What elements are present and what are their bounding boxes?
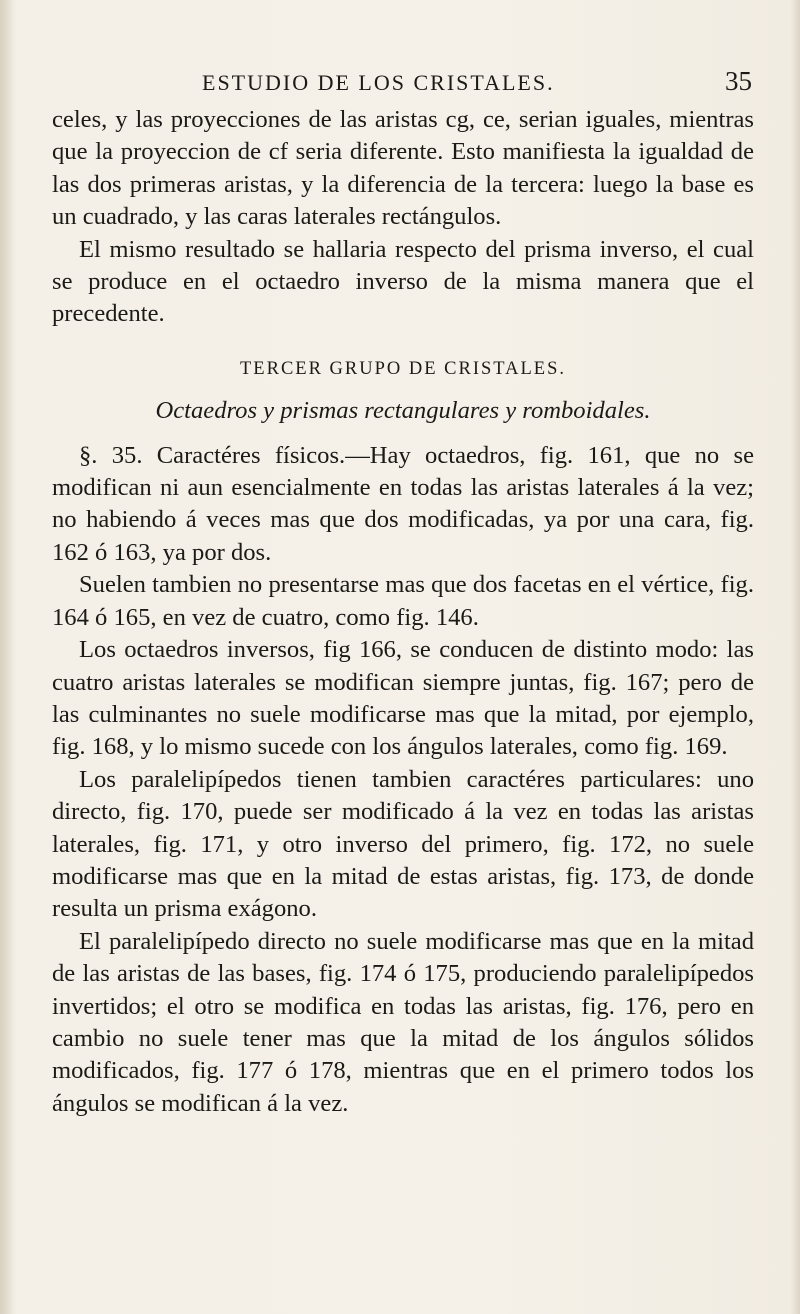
page-spine-shadow [0,0,14,1314]
section-heading: TERCER GRUPO DE CRISTALES. [240,358,566,379]
running-title: ESTUDIO DE LOS CRISTALES. [202,70,555,95]
paragraph-vertex-facets: Suelen tambien no presentarse mas que dos facetas en el vértice, fig. 164 ó 165, en vez de cuatro, como fig. 146. [52,571,754,631]
page-number: 35 [725,66,752,96]
paragraph-parallelepipeds: Los paralelipípedos tienen tambien caractéres particulares: uno directo, fig. 170, puede ser modificado á la vez en todas las aristas laterales, fig. 171, y otro inverso del primero, fig. 172, no suele modificarse mas que en la mitad de estas aristas, fig. 173, de donde resulta un prisma exágono. [52,765,754,923]
page-body [52,104,754,1120]
paragraph-physical-characters: §. 35. Caractéres físicos.—Hay octaedros, fig. 161, que no se modifican ni aun esencialmente en todas las aristas laterales á la vez; no habiendo á veces mas que dos modificadas, ya por una cara, fig. 162 ó 163, ya por dos. [52,441,754,566]
paragraph-continuation: celes, y las proyecciones de las aristas cg, ce, serian iguales, mientras que la proyeccion de cf seria diferente. Esto manifiesta la igualdad de las dos primeras aristas, y la diferencia de la tercera: luego la base es un cuadrado, y las caras laterales rectángulos. [52,106,754,231]
page-edge-shadow [790,0,800,1314]
page-header [52,66,754,106]
paragraph-inverse-prism: El mismo resultado se hallaria respecto del prisma inverso, el cual se produce en el octaedro inverso de la misma manera que el precedente. [52,235,754,328]
paragraph-inverse-octahedra: Los octaedros inversos, fig 166, se conducen de distinto modo: las cuatro aristas laterales se modifican siempre juntas, fig. 167; pero de las culminantes no suele modificarse mas que la mitad, por ejemplo, fig. 168, y lo mismo sucede con los ángulos laterales, como fig. 169. [52,636,754,761]
section-subheading: Octaedros y prismas rectangulares y romboidales. [155,397,651,425]
paragraph-direct-parallelepiped: El paralelipípedo directo no suele modificarse mas que en la mitad de las aristas de las bases, fig. 174 ó 175, produciendo paralelipípedos invertidos; el otro se modifica en todas las aristas, fig. 176, pero en cambio no suele tener mas que la mitad de los ángulos sólidos modificados, fig. 177 ó 178, mientras que en el primero todos los ángulos se modifican á la vez. [52,927,754,1117]
